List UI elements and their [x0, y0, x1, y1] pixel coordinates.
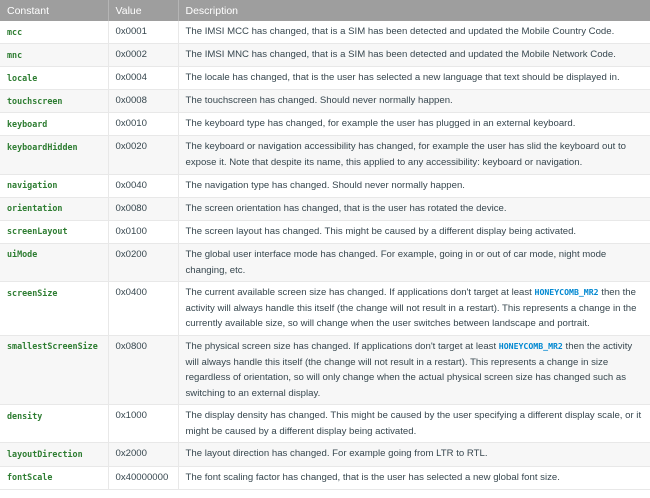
description-text: The font scaling factor has changed, that is the user has selected a new global font size.: [185, 471, 560, 483]
value-cell: 0x2000: [108, 443, 178, 466]
description-cell: [178, 443, 650, 466]
value-cell: 0x0008: [108, 90, 178, 113]
table-row: [0, 335, 650, 404]
constant-cell: density: [0, 405, 108, 443]
value-cell: 0x0100: [108, 220, 178, 243]
description-cell: [178, 220, 650, 243]
description-text: The keyboard or navigation accessibility has changed, for example the user has slid the keyboard out to expose it. Note that despite its name, this applied to any accessibility: keyboard or navigation.: [185, 141, 627, 169]
description-text: The navigation type has changed. Should never normally happen.: [185, 179, 465, 191]
constant-cell: fontScale: [0, 466, 108, 489]
constant-cell: navigation: [0, 174, 108, 197]
value-cell: 0x0080: [108, 197, 178, 220]
table-row: [0, 174, 650, 197]
description-text: The layout direction has changed. For example going from LTR to RTL.: [185, 448, 488, 460]
description-text: The physical screen size has changed. If applications don't target at least: [185, 340, 499, 352]
table-row: [0, 282, 650, 336]
constant-cell: uiMode: [0, 243, 108, 281]
header-value: Value: [108, 0, 178, 21]
constant-cell: mcc: [0, 21, 108, 44]
constant-cell: orientation: [0, 197, 108, 220]
value-cell: 0x0040: [108, 174, 178, 197]
constant-cell: layoutDirection: [0, 443, 108, 466]
value-cell: 0x1000: [108, 405, 178, 443]
value-cell: 0x0800: [108, 335, 178, 404]
description-text: The global user interface mode has changed. For example, going in or out of car mode, night mode changing, etc.: [185, 248, 607, 276]
description-cell: [178, 197, 650, 220]
header-row: [0, 0, 650, 21]
description-text: then the activity will always handle this itself (the change will not result in a restart). This represents a change in the currently available size, so will change when the user switches between landscape and portrait.: [185, 287, 637, 330]
inline-code: HONEYCOMB_MR2: [534, 287, 599, 298]
constant-cell: screenLayout: [0, 220, 108, 243]
value-cell: 0x40000000: [108, 466, 178, 489]
constant-cell: mnc: [0, 44, 108, 67]
description-cell: [178, 243, 650, 281]
header-constant: Constant: [0, 0, 108, 21]
description-text: The IMSI MCC has changed, that is a SIM has been detected and updated the Mobile Country Code.: [185, 26, 615, 37]
inline-code: HONEYCOMB_MR2: [498, 340, 563, 351]
description-cell: [178, 405, 650, 443]
value-cell: 0x0001: [108, 21, 178, 44]
header-description: Description: [178, 0, 650, 21]
constant-cell: keyboardHidden: [0, 136, 108, 174]
description-cell: [178, 466, 650, 489]
description-text: The locale has changed, that is the user has selected a new language that text should be displayed in.: [185, 72, 620, 84]
value-cell: 0x0004: [108, 67, 178, 90]
description-cell: [178, 136, 650, 174]
table-row: [0, 405, 650, 443]
description-cell: [178, 113, 650, 136]
description-text: then the activity will always handle this itself (the change will not result in a restart). This represents a change in size regardless of orientation, so will only change when the actual physical screen size has changed such as switching to an external display.: [185, 340, 633, 399]
value-cell: 0x0010: [108, 113, 178, 136]
description-cell: [178, 44, 650, 67]
value-cell: 0x0200: [108, 243, 178, 281]
description-text: The screen orientation has changed, that is the user has rotated the device.: [185, 202, 507, 214]
table-header: [0, 0, 650, 21]
table-row: [0, 90, 650, 113]
description-text: The IMSI MNC has changed, that is a SIM has been detected and updated the Mobile Network Code.: [185, 49, 616, 61]
description-text: The current available screen size has changed. If applications don't target at least: [185, 287, 535, 299]
table-row: [0, 220, 650, 243]
constant-cell: screenSize: [0, 282, 108, 336]
table-body: [0, 21, 650, 489]
constant-cell: locale: [0, 67, 108, 90]
table-row: [0, 466, 650, 489]
constant-cell: smallestScreenSize: [0, 335, 108, 404]
value-cell: 0x0002: [108, 44, 178, 67]
value-cell: 0x0020: [108, 136, 178, 174]
table-row: [0, 113, 650, 136]
value-cell: 0x0400: [108, 282, 178, 336]
description-text: The keyboard type has changed, for example the user has plugged in an external keyboard.: [185, 118, 576, 130]
table-row: [0, 243, 650, 281]
description-cell: [178, 174, 650, 197]
table-row: [0, 136, 650, 174]
description-cell: [178, 21, 650, 44]
description-cell: [178, 282, 650, 336]
table-row: [0, 67, 650, 90]
table-row: [0, 44, 650, 67]
table-row: [0, 197, 650, 220]
table-row: [0, 443, 650, 466]
description-cell: [178, 67, 650, 90]
constant-cell: touchscreen: [0, 90, 108, 113]
table-row: [0, 21, 650, 44]
description-cell: [178, 335, 650, 404]
description-text: The display density has changed. This might be caused by the user specifying a different display scale, or it might be caused by a different display being activated.: [185, 410, 642, 437]
description-text: The screen layout has changed. This might be caused by a different display being activated.: [185, 225, 577, 237]
constant-cell: keyboard: [0, 113, 108, 136]
description-cell: [178, 90, 650, 113]
description-text: The touchscreen has changed. Should never normally happen.: [185, 95, 453, 107]
